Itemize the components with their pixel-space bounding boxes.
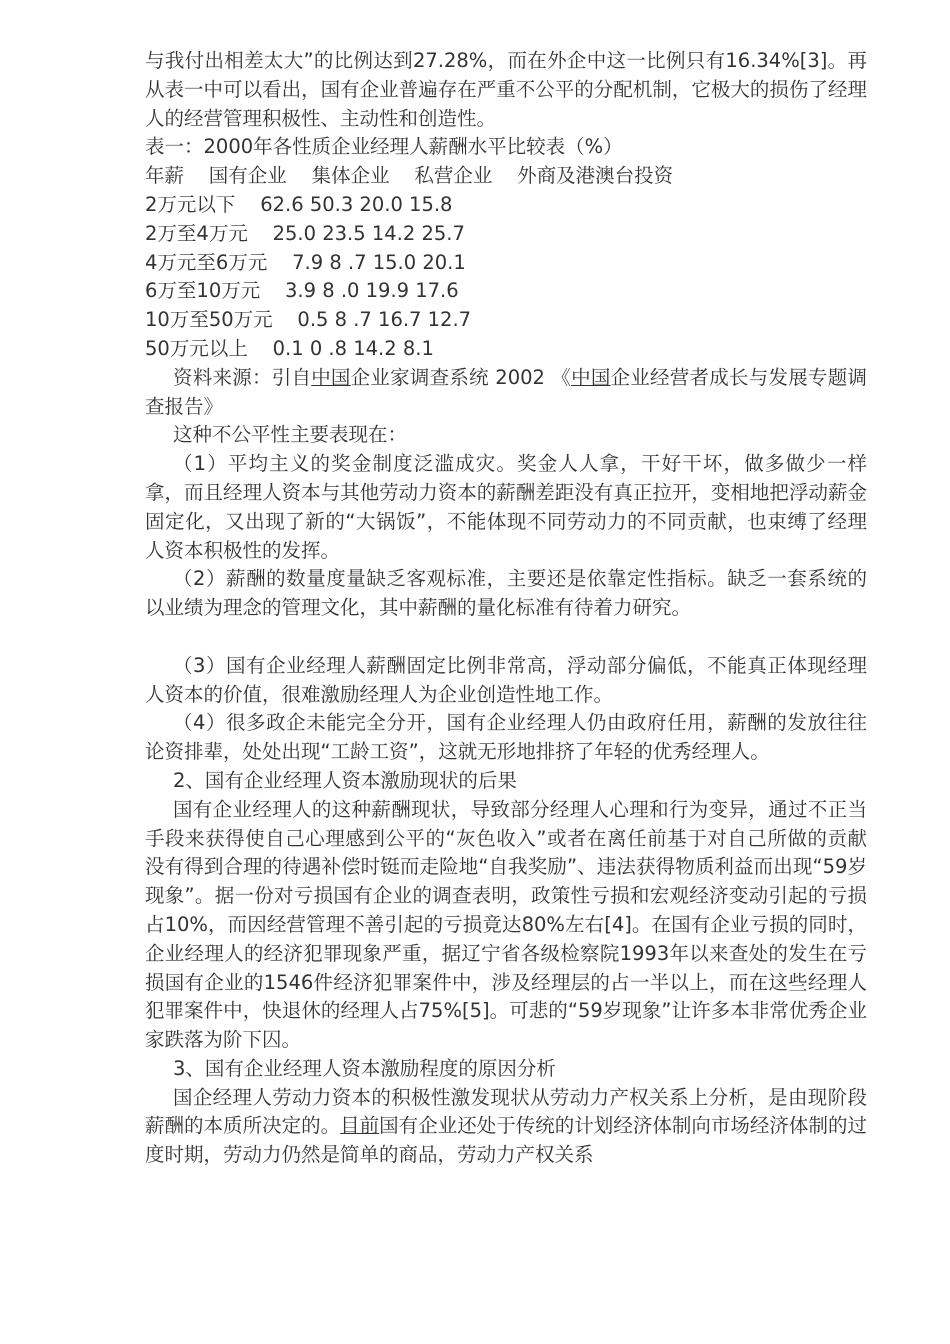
link-currently[interactable]: 目前 (340, 1114, 380, 1138)
section-heading-2: 2、国有企业经理人资本激励现状的后果 (173, 768, 517, 792)
source-link-china[interactable]: 中国 (571, 365, 611, 389)
paragraph-intro: 与我付出相差太大”的比例达到27.28%，而在外企中这一比例只有16.34%[3]。再从表一中可以看出，国有企业普遍存在严重不公平的分配机制，它极大的损伤了经理人的经营管理积极性、主动性和创造性。 (145, 49, 867, 130)
reason-text: 国有企业还处于传统的计划经济体制向市场经济体制的过度时期，劳动力仍然是简单的商品，劳动力产权关系 (145, 1114, 867, 1167)
source-text: 企业家调查系统 2002 《 (350, 365, 572, 389)
table-caption: 表一：2000年各性质企业经理人薪酬水平比较表（%） (145, 135, 623, 159)
paragraph-reason (145, 1084, 867, 1170)
section-heading-3: 3、国有企业经理人资本激励程度的原因分析 (173, 1056, 556, 1080)
table-source (145, 364, 867, 422)
paragraph-item-4: （4）很多政企未能完全分开，国有企业经理人仍由政府任用，薪酬的发放往往论资排辈，处处出现“工龄工资”，这就无形地排挤了年轻的优秀经理人。 (145, 711, 867, 764)
table-row: 10万至50万元 0.5 8 .7 16.7 12.7 (145, 308, 472, 332)
table-row: 6万至10万元 3.9 8 .0 19.9 17.6 (145, 279, 459, 303)
source-link-china[interactable]: 中国 (311, 365, 351, 389)
reason-text: 国企经理人劳动力资本的积极性激发现状从劳动力产权关系上分析，是由现阶段薪酬的本质所决定的。 (145, 1085, 867, 1138)
table-row: 50万元以上 0.1 0 .8 14.2 8.1 (145, 336, 434, 360)
table-row: 4万元至6万元 7.9 8 .7 15.0 20.1 (145, 250, 466, 274)
blank-line (145, 623, 867, 652)
source-text: 企业经营者成长与发展专题调查报告》 (145, 365, 867, 418)
table-row: 2万元以下 62.6 50.3 20.0 15.8 (145, 192, 453, 216)
paragraph-consequence: 国有企业经理人的这种薪酬现状，导致部分经理人心理和行为变异，通过不正当手段来获得使自己心理感到公平的“灰色收入”或者在离任前基于对自己所做的贡献没有得到合理的待遇补偿时铤而走险地“自我奖励”、违法获得物质利益而出现“59岁现象”。据一份对亏损国有企业的调查表明，政策性亏损和宏观经济变动引起的亏损占10%，而因经营管理不善引起的亏损竟达80%左右[4]。在国有企业亏损的同时，企业经理人的经济犯罪现象严重，据辽宁省各级检察院1993年以来查处的发生在亏损国有企业的1546件经济犯罪案件中，涉及经理层的占一半以上，而在这些经理人犯罪案件中，快退休的经理人占75%[5]。可悲的“59岁现象”让许多本非常优秀企业家跌落为阶下囚。 (145, 797, 867, 1052)
paragraph-item-2: （2）薪酬的数量度量缺乏客观标准，主要还是依靠定性指标。缺乏一套系统的以业绩为理念的管理文化，其中薪酬的量化标准有待着力研究。 (145, 567, 867, 620)
table-header: 年薪 国有企业 集体企业 私营企业 外商及港澳台投资 (145, 164, 674, 188)
source-text: 资料来源：引自 (173, 365, 312, 389)
table-row: 2万至4万元 25.0 23.5 14.2 25.7 (145, 221, 465, 245)
document-body (145, 47, 867, 1170)
paragraph-unfair: 这种不公平性主要表现在： (173, 423, 408, 447)
paragraph-item-3: （3）国有企业经理人薪酬固定比例非常高，浮动部分偏低，不能真正体现经理人资本的价值，很难激励经理人为企业创造性地工作。 (145, 653, 867, 706)
paragraph-item-1: （1）平均主义的奖金制度泛滥成灾。奖金人人拿，干好干坏，做多做少一样拿，而且经理人资本与其他劳动力资本的薪酬差距没有真正拉开，变相地把浮动薪金固定化，又出现了新的“大锅饭”，不能体现不同劳动力的不同贡献，也束缚了经理人资本积极性的发挥。 (145, 452, 867, 562)
